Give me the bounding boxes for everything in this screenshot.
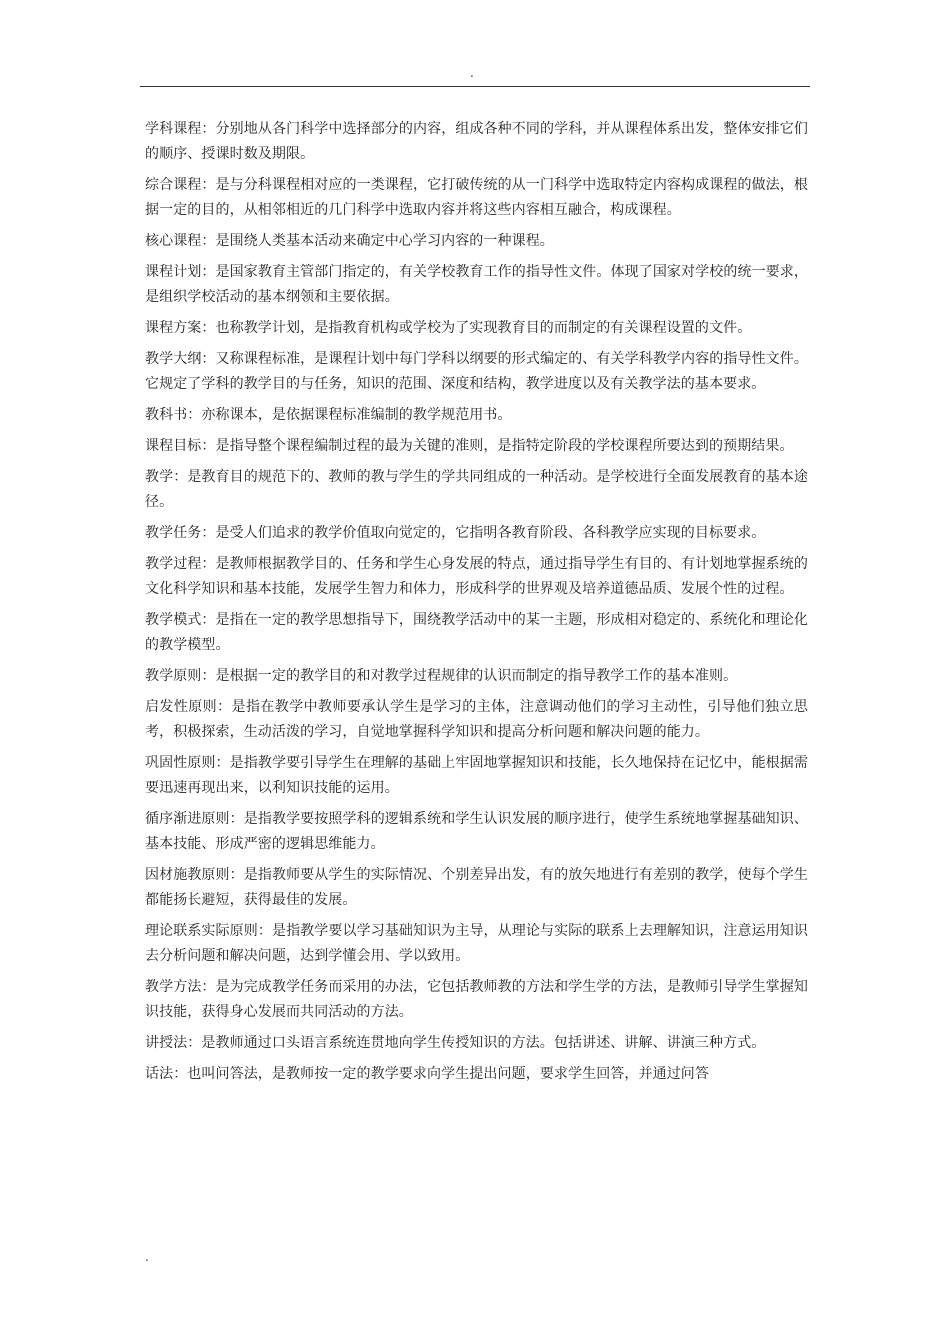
paragraph-individualized-principle: 因材施教原则：是指教师要从学生的实际情况、个别差异出发，有的放矢地进行有差别的教学，使每个学生都能扬长避短，获得最佳的发展。 (145, 867, 808, 908)
paragraph-consolidation-principle: 巩固性原则：是指教学要引导学生在理解的基础上牢固地掌握知识和技能，长久地保持在记忆中，能根据需要迅速再现出来，以利知识技能的运用。 (145, 755, 808, 796)
paragraph-core-curriculum: 核心课程：是围绕人类基本活动来确定中心学习内容的一种课程。 (145, 233, 554, 249)
paragraph-teaching-task: 教学任务：是受人们追求的教学价值取向觉定的，它指明各教育阶段、各科教学应实现的目标要求。 (145, 525, 766, 541)
paragraph-lecture-method: 讲授法：是教师通过口头语言系统连贯地向学生传授知识的方法。包括讲述、讲解、讲演三种方式。 (145, 1035, 766, 1051)
paragraph-textbook: 教科书：亦称课本，是依据课程标准编制的教学规范用书。 (145, 407, 512, 423)
paragraph-subject-curriculum: 学科课程：分别地从各门科学中选择部分的内容，组成各种不同的学科，并从课程体系出发，整体安排它们的顺序、授课时数及期限。 (145, 121, 808, 162)
header-rule (140, 86, 810, 87)
paragraph-question-method: 话法：也叫问答法，是教师按一定的教学要求向学生提出问题，要求学生回答，并通过问答 (145, 1066, 709, 1082)
paragraph-integrated-curriculum: 综合课程：是与分科课程相对应的一类课程，它打破传统的从一门科学中选取特定内容构成课程的做法，根据一定的目的，从相邻相近的几门科学中选取内容并将这些内容相互融合，构成课程。 (145, 177, 808, 218)
paragraph-heuristic-principle: 启发性原则：是指在教学中教师要承认学生是学习的主体，注意调动他们的学习主动性，引导他们独立思考，积极探索，生动活泼的学习，自觉地掌握科学知识和提高分析问题和解决问题的能力。 (145, 699, 808, 740)
paragraph-curriculum-goal: 课程目标：是指导整个课程编制过程的最为关键的准则，是指特定阶段的学校课程所要达到的预期结果。 (145, 438, 794, 454)
paragraph-syllabus: 教学大纲：又称课程标准，是课程计划中每门学科以纲要的形式编定的、有关学科教学内容的指导性文件。它规定了学科的教学目的与任务，知识的范围、深度和结构，教学进度以及有关教学法的基本要求。 (145, 351, 808, 392)
header-mark: . (470, 66, 474, 80)
paragraph-gradual-principle: 循序渐进原则：是指教学要按照学科的逻辑系统和学生认识发展的顺序进行，使学生系统地掌握基础知识、基本技能、形成严密的逻辑思维能力。 (145, 811, 808, 852)
paragraph-teaching-model: 教学模式：是指在一定的教学思想指导下，围绕教学活动中的某一主题，形成相对稳定的、系统化和理论化的教学模型。 (145, 612, 808, 653)
paragraph-teaching: 教学：是教育目的规范下的、教师的教与学生的学共同组成的一种活动。是学校进行全面发展教育的基本途径。 (145, 469, 808, 510)
footer-mark: . (145, 1250, 149, 1264)
paragraph-teaching-principle: 教学原则：是根据一定的教学目的和对教学过程规律的认识而制定的指导教学工作的基本准则。 (145, 668, 738, 684)
paragraph-theory-practice-principle: 理论联系实际原则：是指教学要以学习基础知识为主导，从理论与实际的联系上去理解知识，注意运用知识去分析问题和解决问题，达到学懂会用、学以致用。 (145, 923, 808, 964)
paragraph-teaching-method: 教学方法：是为完成教学任务而采用的办法，它包括教师教的方法和学生学的方法，是教师引导学生掌握知识技能，获得身心发展而共同活动的方法。 (145, 979, 808, 1020)
paragraph-teaching-process: 教学过程：是教师根据教学目的、任务和学生心身发展的特点，通过指导学生有目的、有计划地掌握系统的文化科学知识和基本技能，发展学生智力和体力，形成科学的世界观及培养道德品质、发展个性的过程。 (145, 556, 808, 597)
document-body (145, 117, 808, 1093)
paragraph-curriculum-scheme: 课程方案：也称教学计划，是指教育机构或学校为了实现教育目的而制定的有关课程设置的文件。 (145, 320, 752, 336)
paragraph-curriculum-plan: 课程计划：是国家教育主管部门指定的，有关学校教育工作的指导性文件。体现了国家对学校的统一要求，是组织学校活动的基本纲领和主要依据。 (145, 264, 808, 305)
